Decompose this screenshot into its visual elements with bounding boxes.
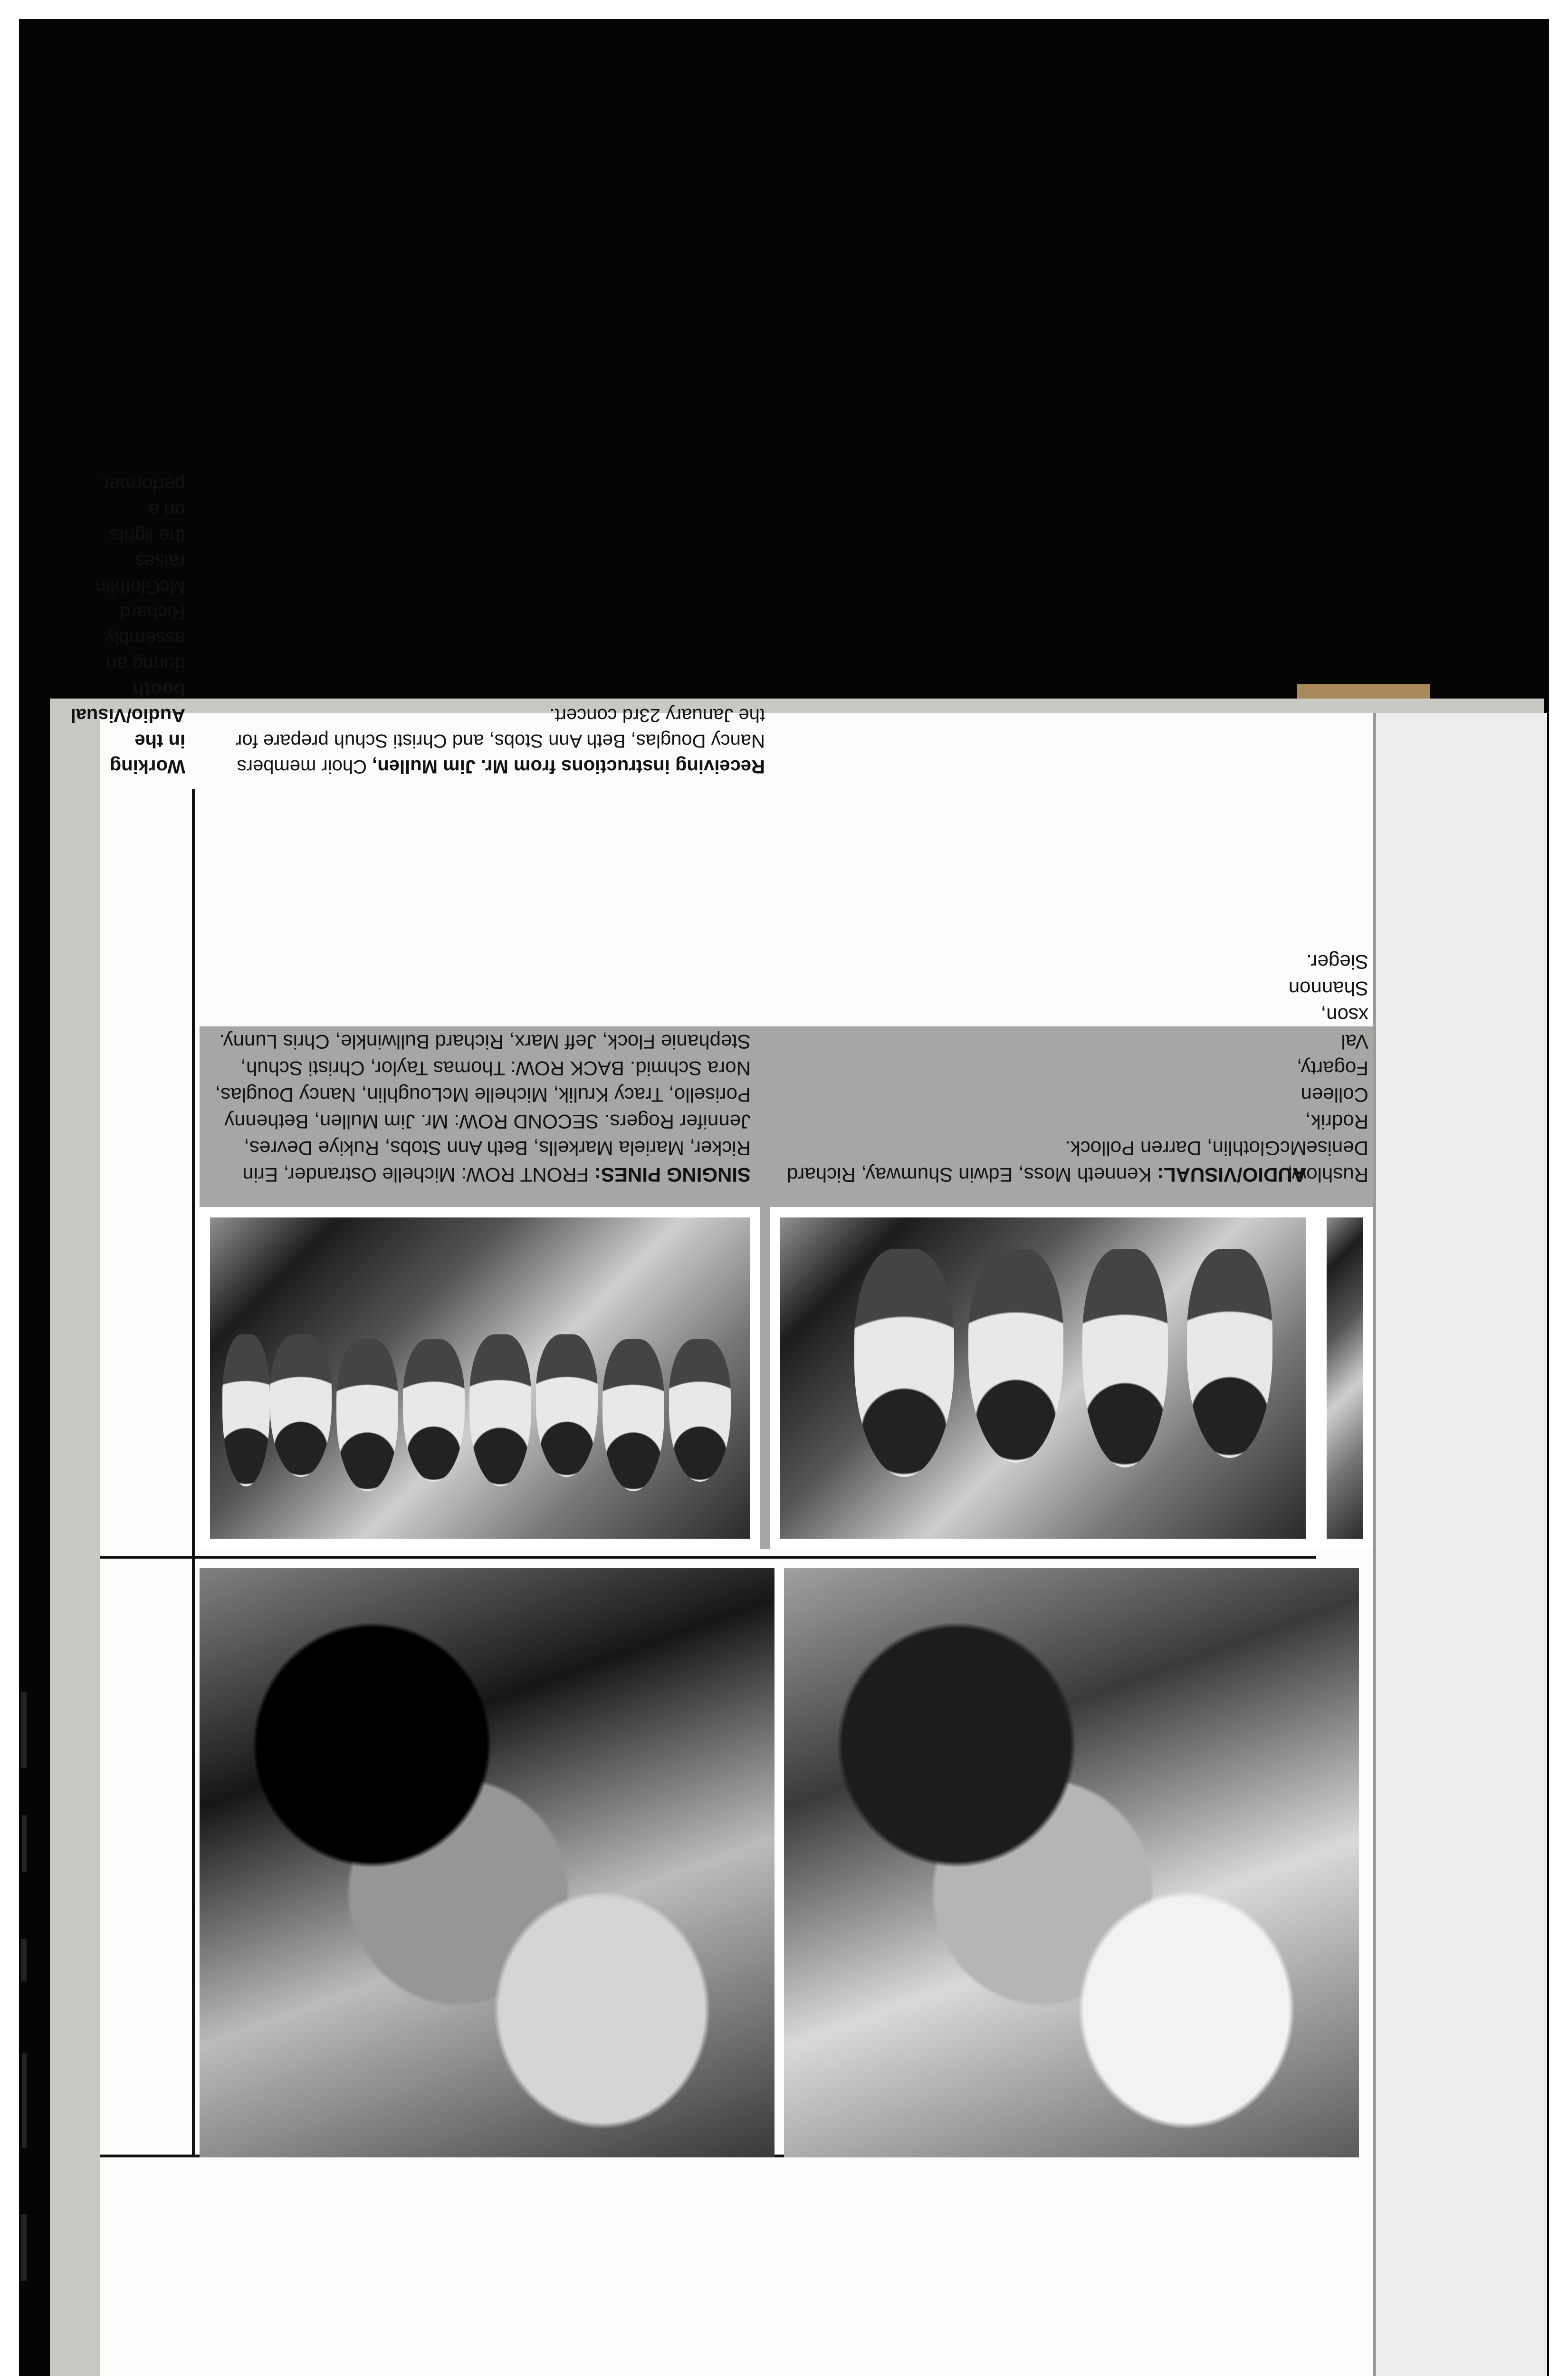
audio-visual-photo — [770, 1207, 1316, 1549]
upside-down-page-content — [70, 474, 1373, 2376]
av-booth-photo — [200, 1568, 774, 2157]
column-rule — [192, 789, 195, 2157]
booth-caption-label: Working in the Audio/Visual booth — [70, 679, 185, 777]
choir-caption-text: Choir members Nancy Douglas, Beth Ann Stobs, and Christi Schuh prepare for the January 23rd concert. — [236, 705, 765, 777]
spine-ink-marks — [19, 1692, 30, 2357]
audio-visual-caption — [779, 1135, 1307, 1188]
facing-page-edge — [1373, 713, 1547, 2376]
audio-visual-caption-label: AUDIO/VISUAL: — [1157, 1164, 1307, 1186]
group-photos-panel — [200, 951, 1373, 1549]
booth-caption — [70, 471, 185, 779]
audio-visual-caption-text: Kenneth Moss, Edwin Shumway, Richard McGlothlin, Darren Pollock. — [787, 1137, 1307, 1186]
facing-group-photo — [1316, 1207, 1373, 1549]
choir-photo — [784, 1568, 1359, 2157]
singing-pines-photo — [200, 1207, 760, 1549]
choir-caption-label: Receiving instructions from Mr. Jim Mullen, — [372, 756, 765, 777]
singing-pines-caption-text: FRONT ROW: Michelle Ostrander, Erin Ricker, Mariela Markells, Beth Ann Stobs, Rukiye Devres, Jennifer Rogers. SECOND ROW: Mr. Jim Mullen, Bethenny Porisello, Tracy Krulik, Michelle McLoughlin, Nancy Douglas, Nora Schmid. BACK ROW: Thomas Taylor, Christi Schuh, Stephanie Flock, Jeff Marx, Richard Bullwinkle, Chris Lunny. — [215, 1031, 751, 1186]
singing-pines-caption — [209, 1028, 751, 1188]
booth-caption-text: during an assembly, Richard McGlothlin raises the lights on a performer. — [96, 474, 185, 674]
singing-pines-caption-label: SINGING PINES: — [594, 1164, 751, 1186]
choir-caption — [204, 702, 765, 779]
facing-caption: Rushlow, Denise Rodrik, Colleen Fogarty, Val xson, Shannon Sieger. — [1287, 951, 1368, 1186]
mid-rule — [100, 1556, 1316, 1559]
